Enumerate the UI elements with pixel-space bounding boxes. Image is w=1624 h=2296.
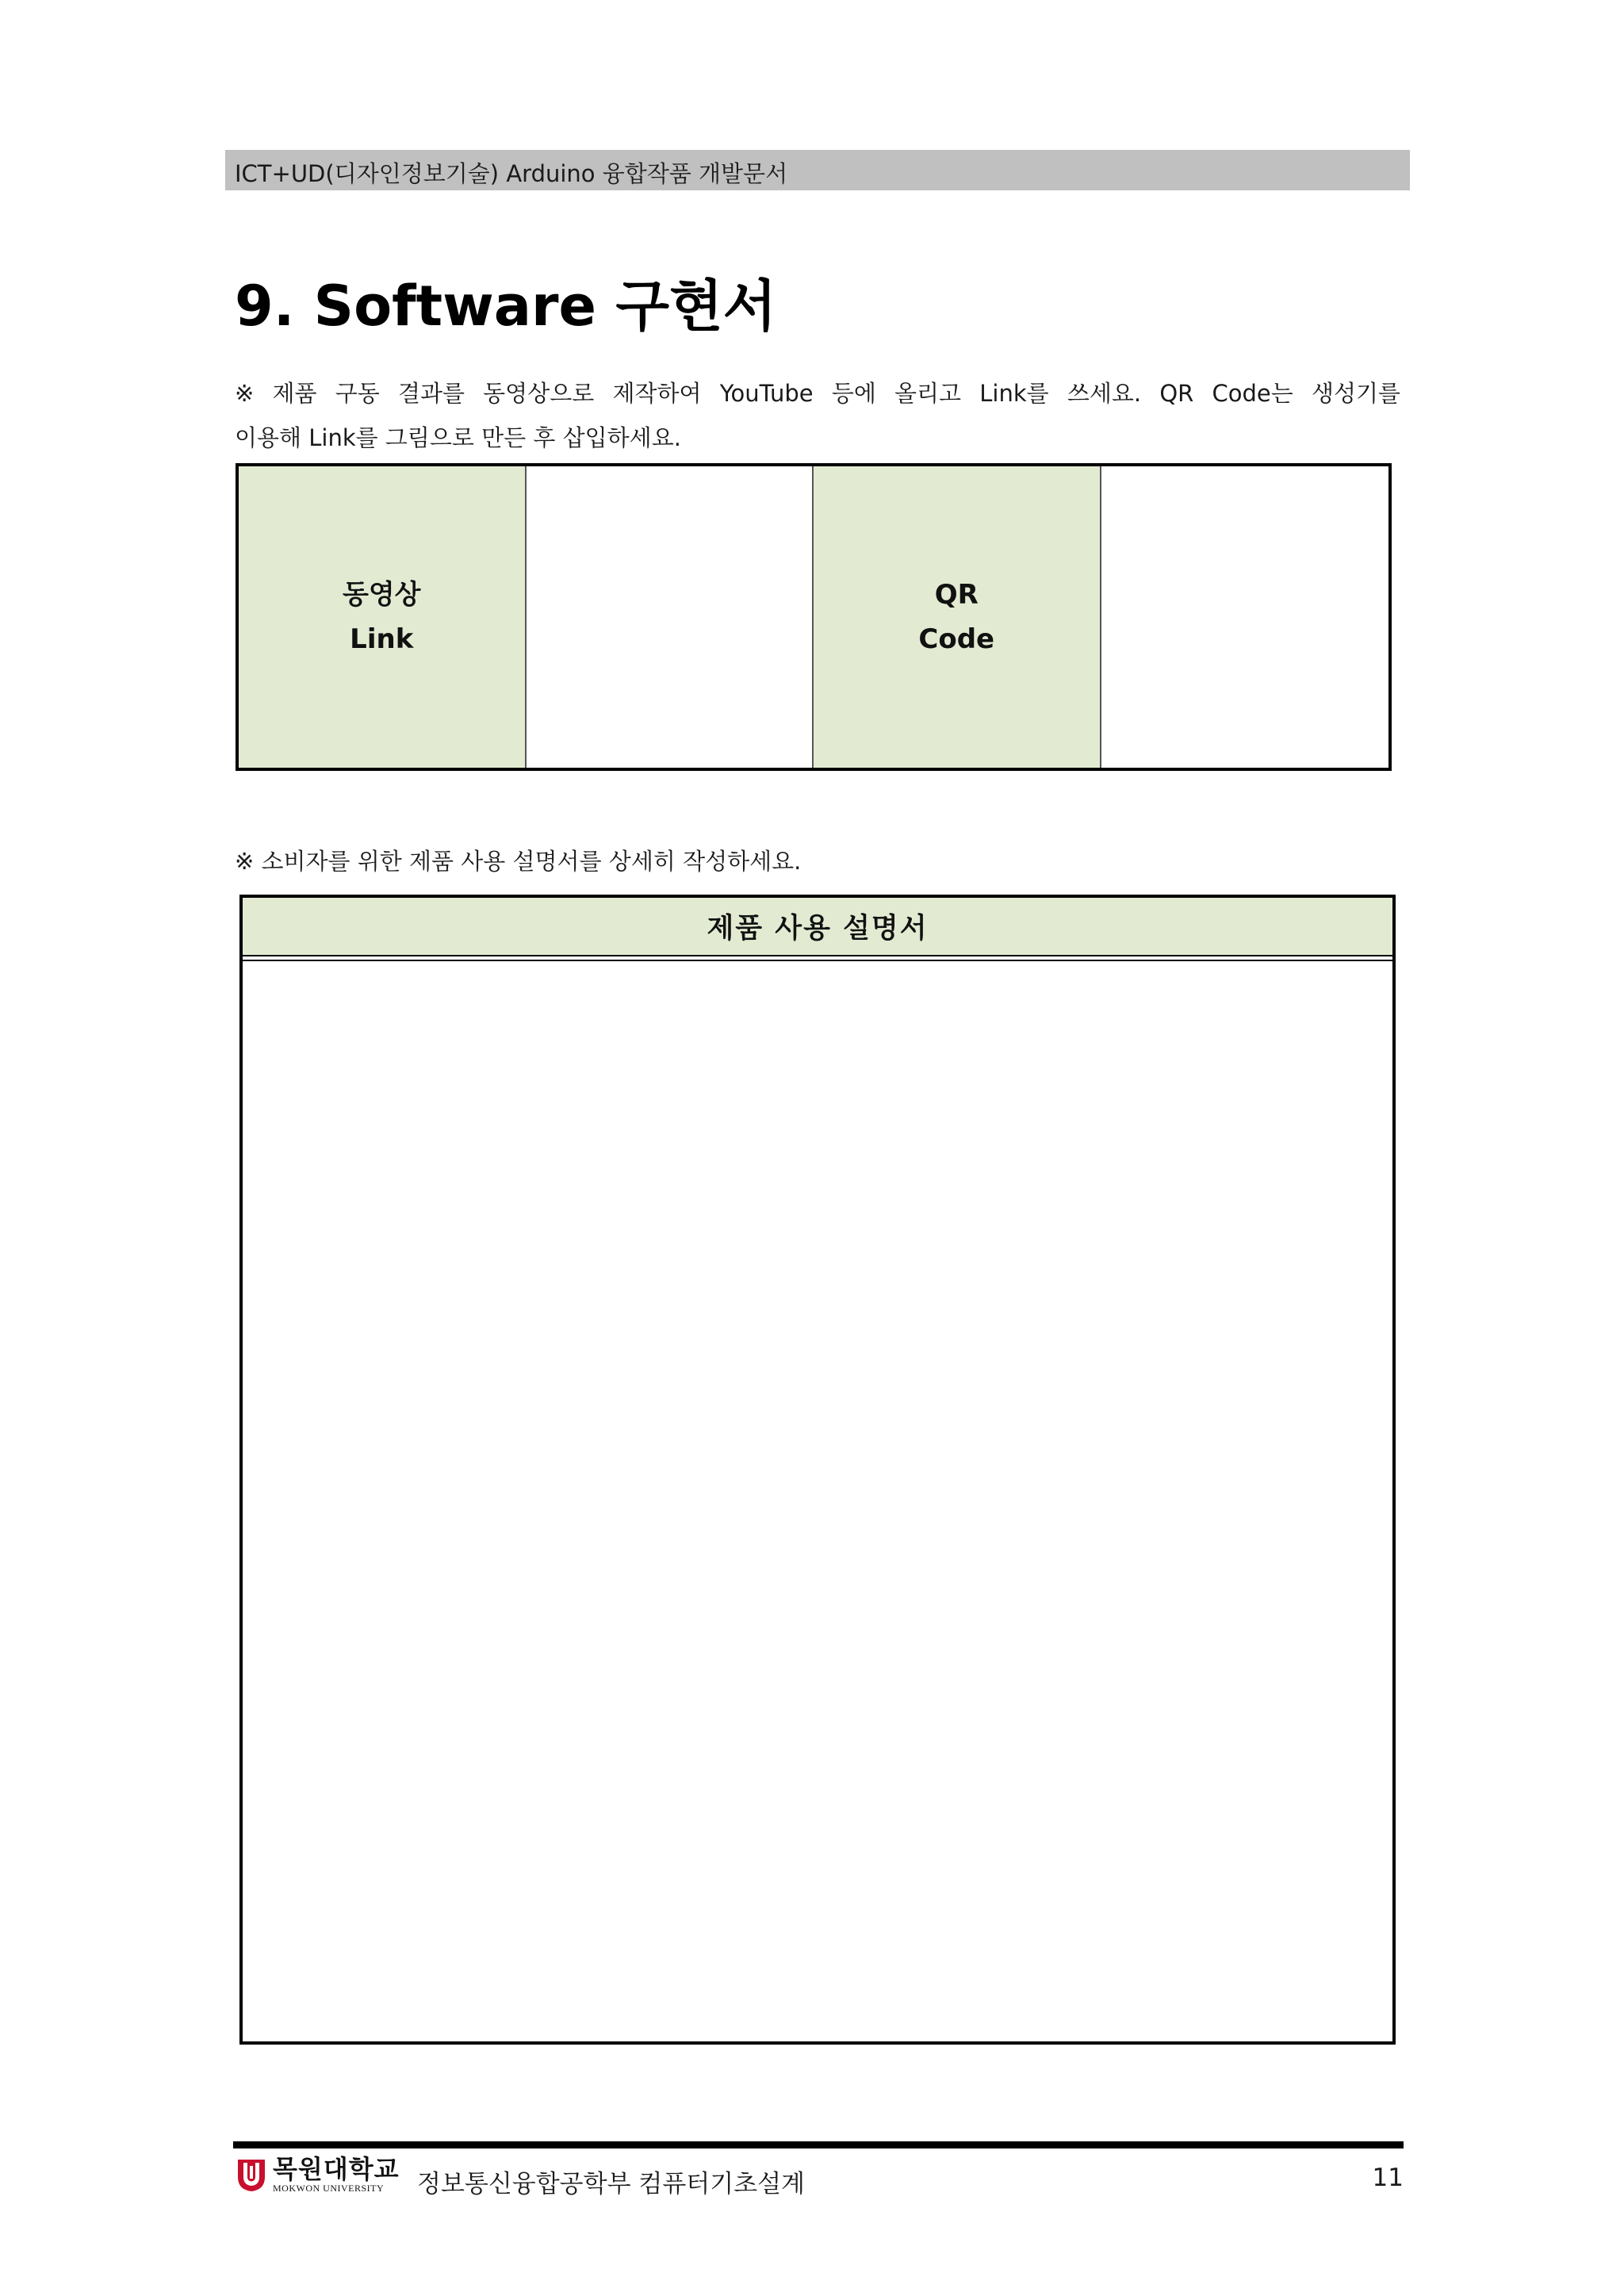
user-manual-heading: 제품 사용 설명서 bbox=[707, 913, 929, 945]
instruction-word: 결과를 bbox=[397, 380, 465, 407]
page-number: 11 bbox=[1372, 2164, 1404, 2192]
instruction-word: 등에 bbox=[831, 380, 876, 407]
instruction-paragraph bbox=[235, 371, 1400, 460]
university-name-korean: 목원대학교 bbox=[273, 2154, 400, 2184]
qr-code-value-cell[interactable] bbox=[1101, 466, 1389, 768]
instruction-word: 제작하여 bbox=[612, 380, 702, 407]
link-qr-table bbox=[236, 463, 1392, 771]
document-header-text: ICT+UD(디자인정보기술) Arduino 융합작품 개발문서 bbox=[235, 160, 788, 187]
video-link-label-line1: 동영상 bbox=[342, 579, 421, 611]
footer-department: 정보통신융합공학부 컴퓨터기초설계 bbox=[417, 2170, 805, 2198]
manual-instruction: ※ 소비자를 위한 제품 사용 설명서를 상세히 작성하세요. bbox=[235, 848, 802, 875]
university-wordmark bbox=[273, 2156, 400, 2194]
instruction-word: 구동 bbox=[335, 380, 380, 407]
video-link-label-line2: Link bbox=[350, 623, 414, 655]
user-manual-content-area[interactable] bbox=[243, 961, 1392, 2041]
instruction-word: ※ bbox=[235, 380, 255, 407]
instruction-word: 생성기를 bbox=[1311, 380, 1400, 407]
instruction-word: 쓰세요. bbox=[1067, 380, 1142, 407]
qr-code-label-line1: QR bbox=[934, 579, 979, 611]
user-manual-heading-cell bbox=[243, 898, 1392, 956]
video-link-label-cell bbox=[239, 466, 527, 768]
instruction-word: 제품 bbox=[272, 380, 317, 407]
instruction-word: 동영상으로 bbox=[483, 380, 595, 407]
instruction-word: 올리고 bbox=[894, 380, 962, 407]
section-title: 9. Software 구현서 bbox=[235, 274, 777, 339]
instruction-word: Link를 bbox=[979, 380, 1049, 407]
footer-rule bbox=[233, 2141, 1404, 2148]
qr-code-label-cell bbox=[814, 466, 1101, 768]
university-emblem-icon bbox=[236, 2156, 266, 2193]
university-logo bbox=[236, 2156, 400, 2194]
instruction-word: YouTube bbox=[719, 380, 814, 407]
video-link-value-cell[interactable] bbox=[527, 466, 814, 768]
instruction-line-1 bbox=[235, 371, 1400, 416]
instruction-word: Code는 bbox=[1212, 380, 1293, 407]
qr-code-label-line2: Code bbox=[918, 623, 995, 655]
instruction-line-2: 이용해 Link를 그림으로 만든 후 삽입하세요. bbox=[235, 424, 681, 451]
instruction-word: QR bbox=[1159, 380, 1194, 407]
document-header bbox=[225, 150, 1410, 190]
user-manual-table bbox=[239, 895, 1396, 2045]
university-name-english: MOKWON UNIVERSITY bbox=[273, 2183, 385, 2194]
